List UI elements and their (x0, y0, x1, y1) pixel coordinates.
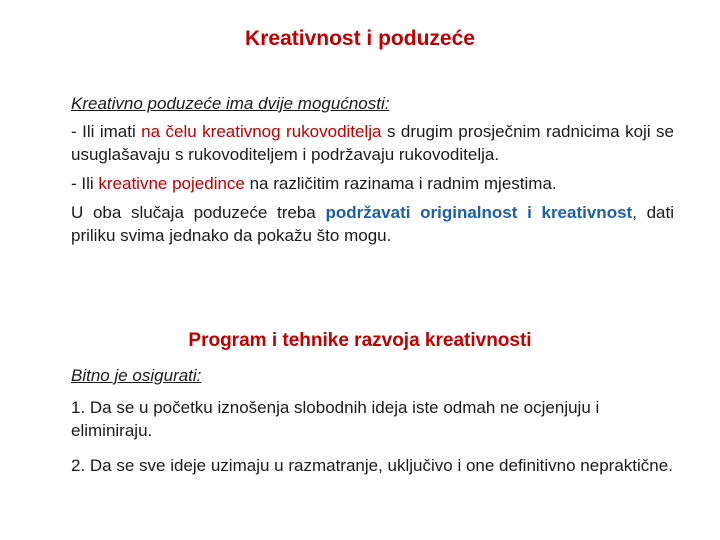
option-one-paragraph (71, 120, 674, 166)
section-program (71, 366, 674, 480)
option-two-highlight: kreativne pojedince (98, 174, 245, 193)
list-item: 2. Da se sve ideje uzimaju u razmatranje, uključivo i one definitivno nepraktične. (71, 456, 673, 475)
conclusion-text-a: U oba slučaja poduzeće treba (71, 203, 326, 222)
option-one-text-a: - Ili imati (71, 122, 142, 141)
option-two-text-a: - Ili (71, 174, 99, 193)
section-creative-company (71, 94, 674, 247)
conclusion-paragraph (71, 201, 674, 247)
option-two-paragraph (71, 172, 674, 195)
conclusion-text-c: , dati priliku svima jednako da pokažu što mogu. (71, 203, 675, 245)
option-one-highlight: na čelu kreativnog rukovoditelja (141, 122, 382, 141)
list-item: 1. Da se u početku iznošenja slobodnih ideja iste odmah ne ocjenjuju i eliminiraju. (71, 398, 600, 440)
section-heading-ensure: Bitno je osigurati: (71, 366, 202, 385)
conclusion-highlight: podržavati originalnost i kreativnost (325, 203, 633, 222)
option-two-text-c: na različitim razinama i radnim mjestima. (244, 174, 557, 193)
slide-subtitle: Program i tehnike razvoja kreativnosti (188, 330, 532, 351)
slide-title: Kreativnost i poduzeće (245, 27, 475, 50)
option-one-text-c: s drugim prosječnim radnicima koji se usuglašavaju s rukovoditeljem i podržavaju rukovoditelja. (71, 122, 674, 164)
section-heading-options: Kreativno poduzeće ima dvije mogućnosti: (71, 94, 390, 113)
